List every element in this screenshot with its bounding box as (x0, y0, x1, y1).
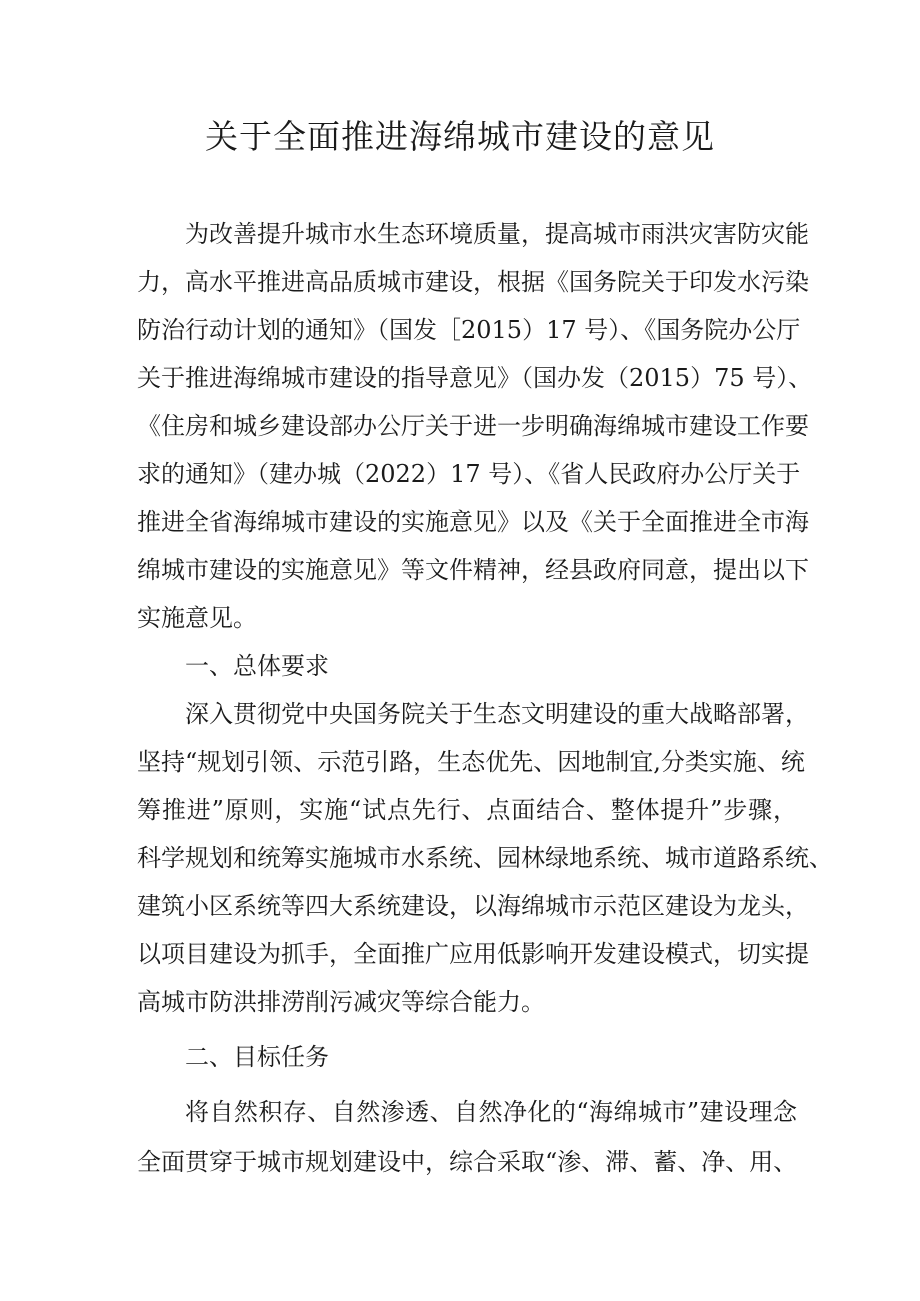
section1-line: 深入贯彻党中央国务院关于生态文明建设的重大战略部署， (185, 700, 809, 728)
section1-line: 高城市防洪排涝削污减灾等综合能力。 (137, 988, 545, 1016)
section1-line: 科学规划和统筹实施城市水系统、园林绿地系统、城市道路系统、 (137, 844, 833, 872)
section2-line: 将自然积存、自然渗透、自然净化的“海绵城市”建设理念 (185, 1098, 797, 1126)
intro-line: 关于推进海绵城市建设的指导意见》（国办发（2015）75 号）、 (137, 364, 813, 392)
section1-line: 建筑小区系统等四大系统建设，以海绵城市示范区建设为龙头， (137, 892, 809, 920)
intro-line: 推进全省海绵城市建设的实施意见》以及《关于全面推进全市海 (137, 508, 809, 536)
intro-line: 为改善提升城市水生态环境质量，提高城市雨洪灾害防灾能 (185, 220, 809, 248)
intro-line: 力，高水平推进高品质城市建设，根据《国务院关于印发水污染 (137, 268, 809, 296)
intro-line: 《住房和城乡建设部办公厅关于进一步明确海绵城市建设工作要 (137, 412, 809, 440)
section-heading: 二、目标任务 (185, 1043, 329, 1071)
document-title: 关于全面推进海绵城市建设的意见 (205, 117, 715, 156)
section1-line: 坚持“规划引领、示范引路，生态优先、因地制宜,分类实施、统 (137, 748, 805, 776)
section2-line: 全面贯穿于城市规划建设中，综合采取“渗、滞、蓄、净、用、 (137, 1148, 798, 1176)
intro-line: 实施意见。 (137, 604, 257, 632)
intro-line: 防治行动计划的通知》（国发［2015）17 号）、《国务院办公厅 (137, 316, 801, 344)
section1-line: 以项目建设为抓手，全面推广应用低影响开发建设模式，切实提 (137, 940, 809, 968)
intro-line: 求的通知》（建办城（2022）17 号）、《省人民政府办公厅关于 (137, 460, 801, 488)
intro-line: 绵城市建设的实施意见》等文件精神，经县政府同意，提出以下 (137, 556, 809, 584)
section1-line: 筹推进”原则，实施“试点先行、点面结合、整体提升”步骤， (137, 796, 797, 824)
section-heading: 一、总体要求 (185, 652, 329, 680)
